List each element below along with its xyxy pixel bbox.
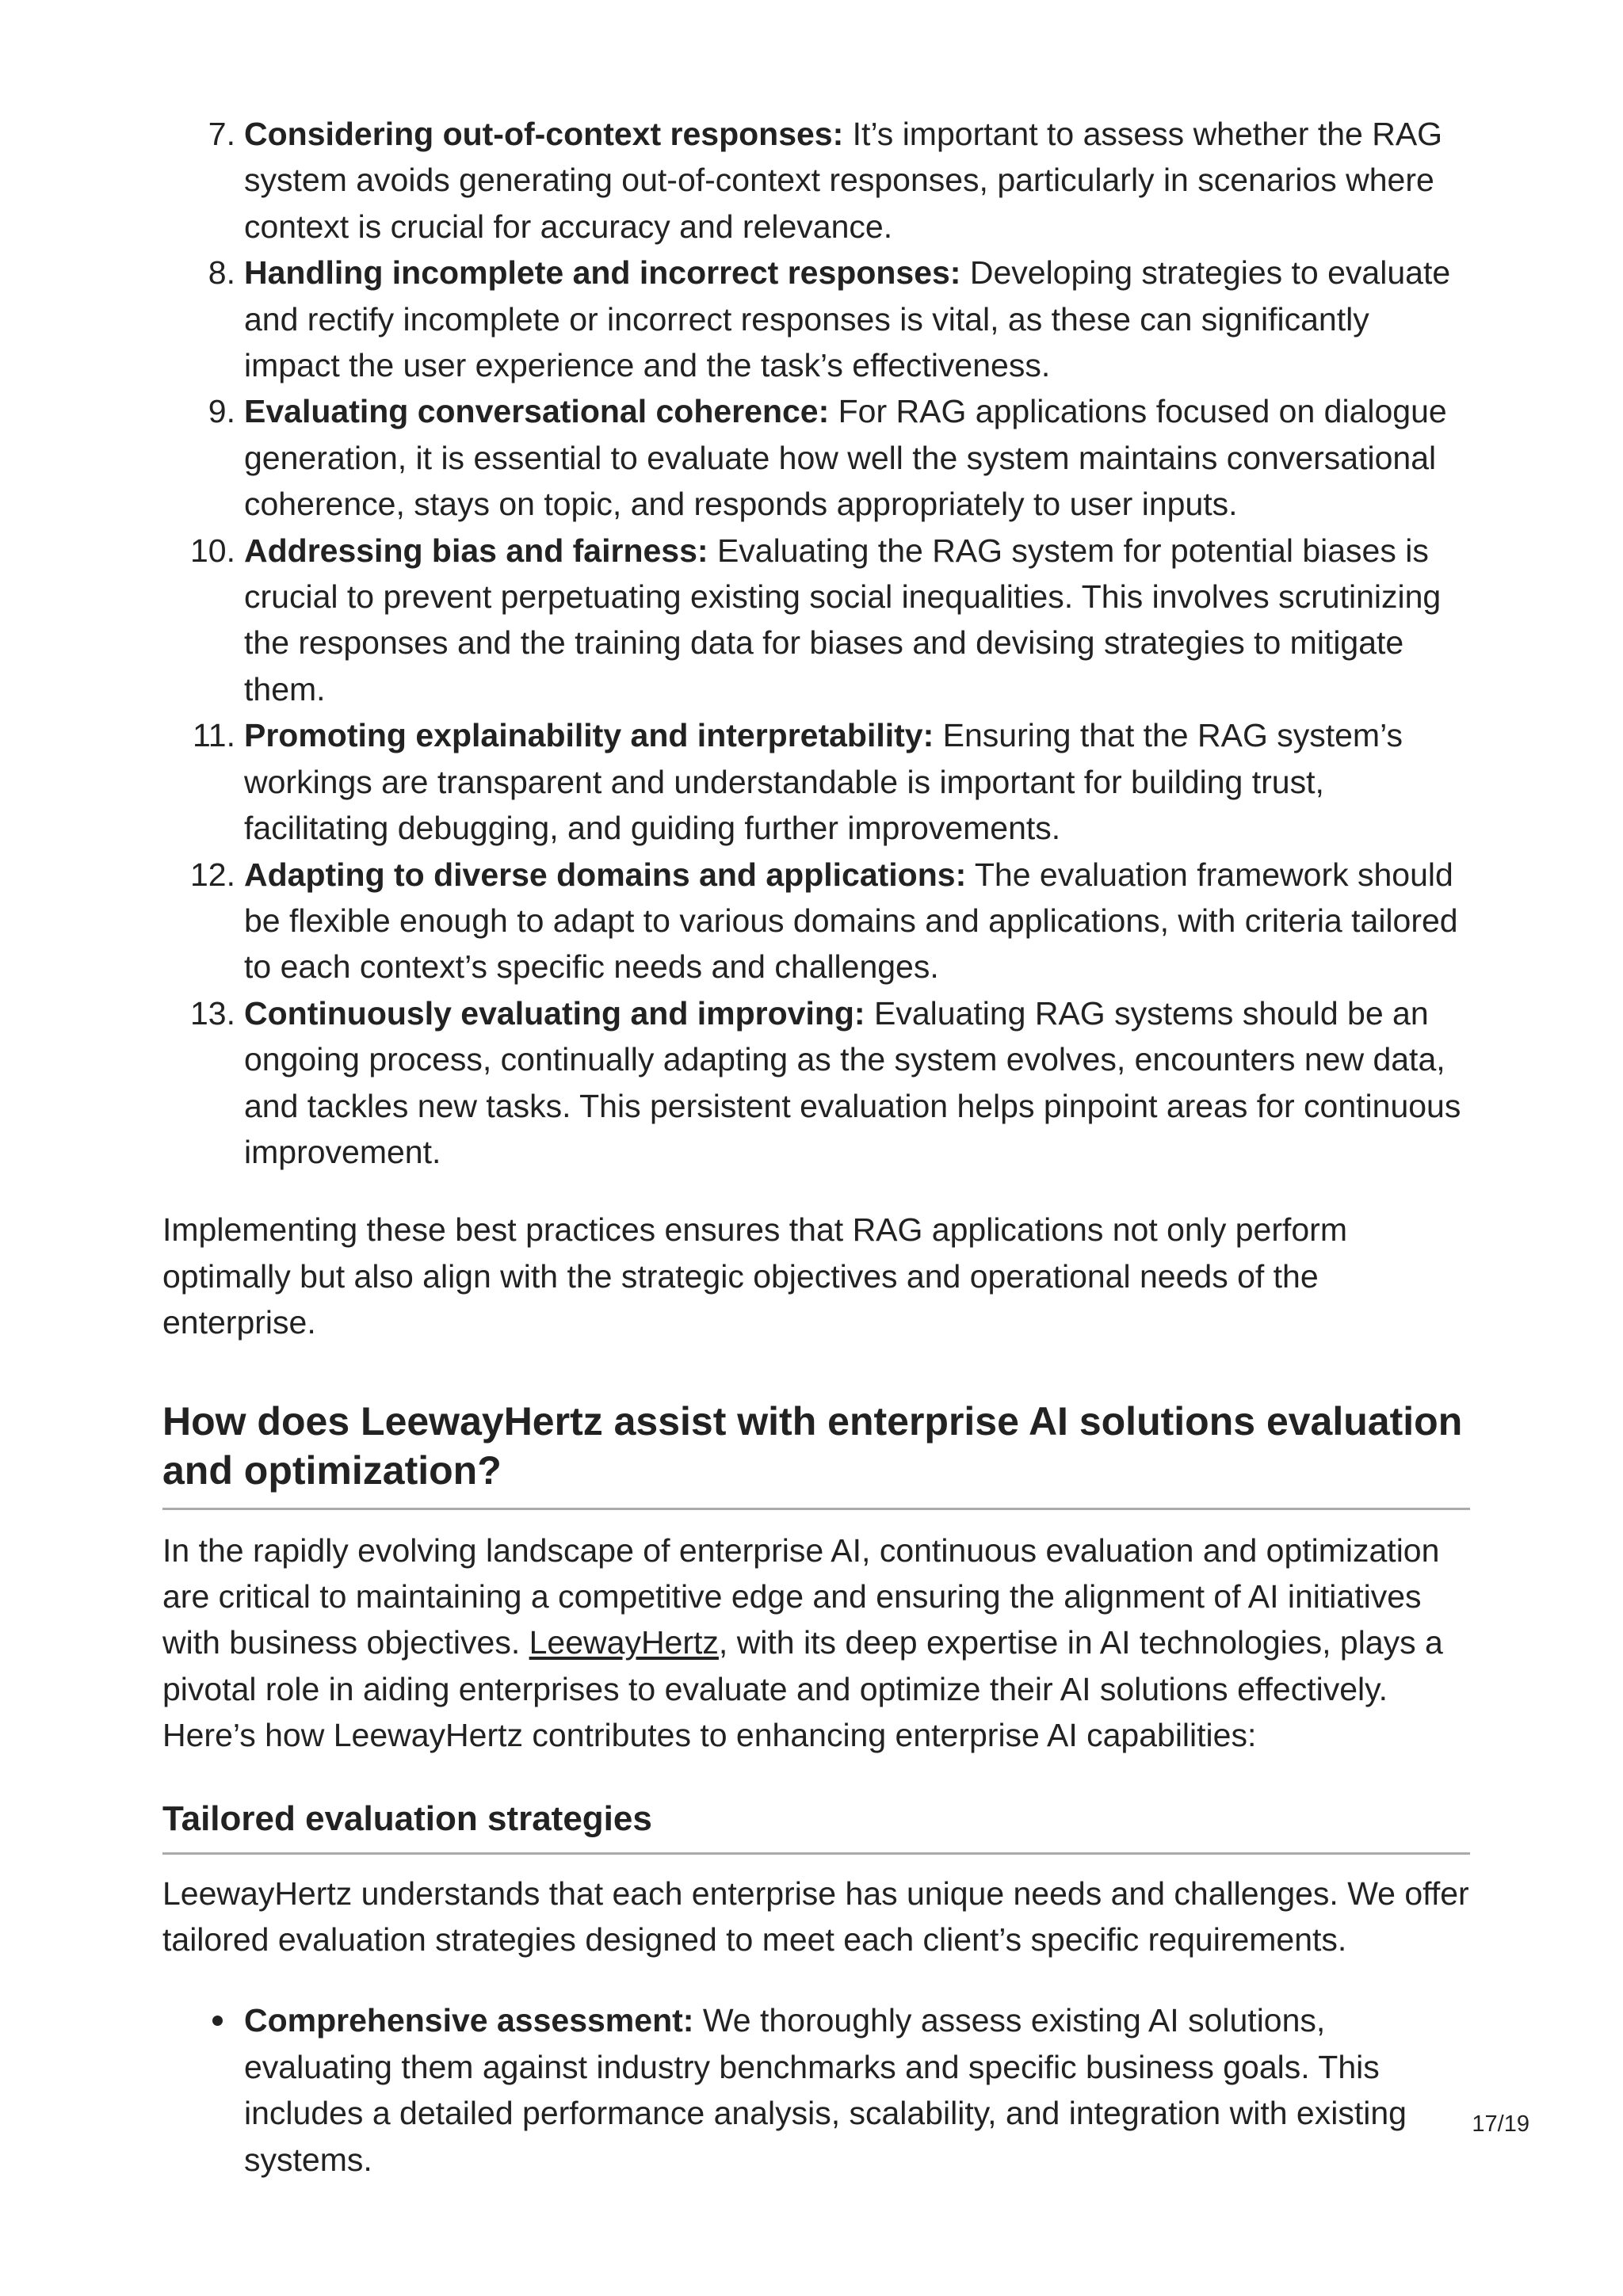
document-page	[162, 111, 1470, 2183]
list-item-text: Evaluating RAG systems should be an ongoing process, continually adapting as the system evolves, encounters new data, and tackles new tasks. This persistent evaluation helps pinpoint areas for continuous improvement.	[244, 994, 1461, 1170]
bullet-item	[162, 1997, 1470, 2183]
intro-text-after-link: , with its deep expertise in AI technologies, plays a pivotal role in aiding enterprises to evaluate and optimize their AI solutions effectively. Here’s how LeewayHertz contributes to enhancing enterprise AI capabilities:	[162, 1624, 1443, 1754]
list-item-text: Developing strategies to evaluate and rectify incomplete or incorrect responses is vital, as these can significantly impact the user experience and the task’s effectiveness.	[244, 254, 1451, 384]
list-item-lead: Addressing bias and fairness:	[244, 532, 708, 569]
list-item	[162, 111, 1470, 250]
list-item-number: 12.	[190, 856, 235, 893]
list-item-number: 10.	[190, 532, 235, 569]
list-item-lead: Handling incomplete and incorrect responses:	[244, 254, 961, 292]
list-item-lead: Adapting to diverse domains and applications:	[244, 856, 967, 893]
list-item-text: The evaluation framework should be flexible enough to adapt to various domains and applications, with criteria tailored to each context’s specific needs and challenges.	[244, 856, 1458, 986]
list-item	[162, 712, 1470, 851]
bullet-item-text: We thoroughly assess existing AI solutions, evaluating them against industry benchmarks and specific business goals. This includes a detailed performance analysis, scalability, and integration with existing systems.	[244, 2002, 1407, 2178]
list-item-lead: Promoting explainability and interpretability:	[244, 717, 934, 754]
list-item-number: 9.	[208, 393, 235, 430]
leewayhertz-link[interactable]: LeewayHertz	[529, 1624, 719, 1661]
bullet-item-lead: Comprehensive assessment:	[244, 2002, 694, 2039]
page-number: 17/19	[1472, 2111, 1529, 2137]
section-heading: How does LeewayHertz assist with enterprise AI solutions evaluation and optimization?	[162, 1397, 1470, 1510]
subsection-heading: Tailored evaluation strategies	[162, 1797, 1470, 1855]
list-item-number: 11.	[193, 717, 235, 754]
bullet-list	[162, 1997, 1470, 2183]
list-item-text: Evaluating the RAG system for potential biases is crucial to prevent perpetuating existing social inequalities. This involves scrutinizing the responses and the training data for biases and devising strategies to mitigate them.	[244, 532, 1442, 707]
list-item	[162, 990, 1470, 1176]
numbered-list	[162, 111, 1470, 1175]
list-item-number: 7.	[208, 116, 235, 152]
list-item-lead: Evaluating conversational coherence:	[244, 393, 830, 430]
list-item	[162, 852, 1470, 990]
conclusion-paragraph: Implementing these best practices ensures that RAG applications not only perform optimally but also align with the strategic objectives and operational needs of the enterprise.	[162, 1211, 1347, 1341]
list-item-text: Ensuring that the RAG system’s workings are transparent and understandable is important for building trust, facilitating debugging, and guiding further improvements.	[244, 717, 1403, 847]
bullet-dot-icon	[212, 2016, 223, 2026]
subsection-paragraph: LeewayHertz understands that each enterprise has unique needs and challenges. We offer tailored evaluation strategies designed to meet each client’s specific requirements.	[162, 1875, 1469, 1958]
list-item-text: For RAG applications focused on dialogue generation, it is essential to evaluate how well the system maintains conversational coherence, stays on topic, and responds appropriately to user inputs.	[244, 393, 1447, 523]
list-item	[162, 528, 1470, 713]
list-item	[162, 388, 1470, 527]
list-item-lead: Considering out-of-context responses:	[244, 116, 844, 152]
list-item-number: 8.	[208, 254, 235, 292]
intro-text-before-link: In the rapidly evolving landscape of enterprise AI, continuous evaluation and optimization are critical to maintaining a competitive edge and ensuring the alignment of AI initiatives with business objectives.	[162, 1531, 1440, 1661]
section-intro-paragraph	[162, 1527, 1470, 1759]
list-item-lead: Continuously evaluating and improving:	[244, 994, 865, 1032]
list-item-text: It’s important to assess whether the RAG system avoids generating out-of-context responses, particularly in scenarios where context is crucial for accuracy and relevance.	[244, 116, 1443, 245]
list-item-number: 13.	[190, 994, 235, 1032]
list-item	[162, 250, 1470, 388]
